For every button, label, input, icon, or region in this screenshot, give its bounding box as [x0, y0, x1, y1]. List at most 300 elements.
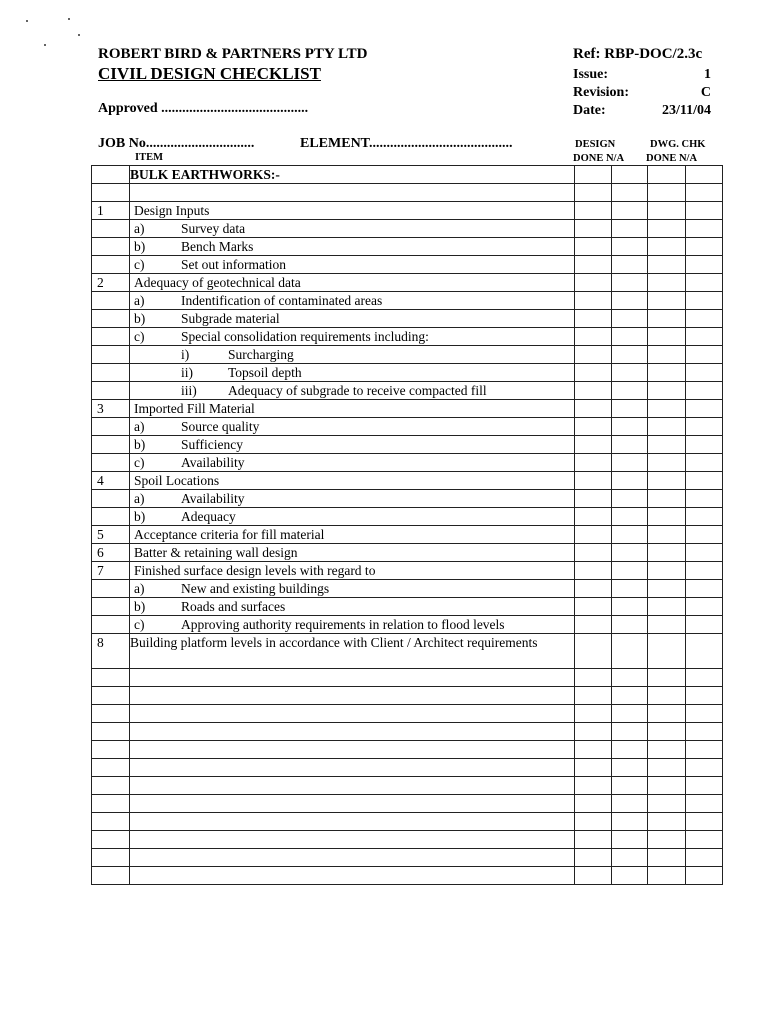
dwg-na-cell[interactable]	[686, 436, 723, 454]
item-description	[130, 598, 575, 616]
checklist-table	[91, 165, 723, 885]
design-na-cell[interactable]	[612, 669, 648, 687]
table-row	[92, 202, 723, 220]
item-description	[130, 759, 575, 777]
dwg-done-cell[interactable]	[648, 741, 686, 759]
table-row	[92, 310, 723, 328]
table-row	[92, 382, 723, 400]
item-description	[130, 508, 575, 526]
design-done-cell[interactable]	[575, 166, 612, 184]
item-description	[130, 274, 575, 292]
dwg-na-cell[interactable]	[686, 705, 723, 723]
dwg-done-cell[interactable]	[648, 723, 686, 741]
dwg-done-cell[interactable]	[648, 346, 686, 364]
design-done-cell[interactable]	[575, 544, 612, 562]
design-na-cell[interactable]	[612, 634, 648, 669]
design-done-cell[interactable]	[575, 741, 612, 759]
design-na-cell[interactable]	[612, 508, 648, 526]
item-description	[130, 382, 575, 400]
dwg-na-cell[interactable]	[686, 382, 723, 400]
item-number	[92, 723, 130, 741]
dwg-done-cell[interactable]	[648, 562, 686, 580]
table-row	[92, 292, 723, 310]
dwg-na-cell[interactable]	[686, 472, 723, 490]
dwg-done-cell[interactable]	[648, 418, 686, 436]
design-done-cell[interactable]	[575, 274, 612, 292]
item-description	[130, 400, 575, 418]
item-description	[130, 490, 575, 508]
table-row	[92, 274, 723, 292]
table-row	[92, 526, 723, 544]
design-na-cell[interactable]	[612, 616, 648, 634]
design-na-cell[interactable]	[612, 562, 648, 580]
design-done-cell[interactable]	[575, 849, 612, 867]
design-done-cell[interactable]	[575, 813, 612, 831]
dwg-na-cell[interactable]	[686, 202, 723, 220]
design-done-cell[interactable]	[575, 184, 612, 202]
item-number	[92, 346, 130, 364]
table-row	[92, 849, 723, 867]
dwg-na-cell[interactable]	[686, 274, 723, 292]
design-na-cell[interactable]	[612, 238, 648, 256]
design-na-cell[interactable]	[612, 274, 648, 292]
item-description	[130, 723, 575, 741]
design-na-cell[interactable]	[612, 598, 648, 616]
table-row	[92, 580, 723, 598]
item-text: Adequacy of geotechnical data	[134, 275, 301, 290]
dwg-na-cell[interactable]	[686, 831, 723, 849]
item-number	[92, 687, 130, 705]
document-ref: Ref: RBP-DOC/2.3c	[573, 46, 703, 62]
item-text: Spoil Locations	[134, 473, 220, 488]
item-number	[92, 813, 130, 831]
design-done-cell[interactable]	[575, 364, 612, 382]
design-done-cell[interactable]	[575, 526, 612, 544]
item-number	[92, 382, 130, 400]
design-na-cell[interactable]	[612, 184, 648, 202]
item-number: 3	[92, 400, 130, 418]
table-row	[92, 400, 723, 418]
design-done-cell[interactable]	[575, 634, 612, 669]
design-na-cell[interactable]	[612, 256, 648, 274]
item-number: 5	[92, 526, 130, 544]
design-done-cell[interactable]	[575, 777, 612, 795]
dwg-done-cell[interactable]	[648, 795, 686, 813]
design-done-cell[interactable]	[575, 202, 612, 220]
table-row	[92, 238, 723, 256]
table-row	[92, 490, 723, 508]
dwg-na-cell[interactable]	[686, 490, 723, 508]
dwg-done-cell[interactable]	[648, 202, 686, 220]
design-done-cell[interactable]	[575, 310, 612, 328]
item-text: Source quality	[181, 419, 260, 434]
dwg-na-cell[interactable]	[686, 634, 723, 669]
design-done-cell[interactable]	[575, 238, 612, 256]
job-number-field: JOB No...............................	[98, 136, 255, 151]
design-na-cell[interactable]	[612, 849, 648, 867]
item-text: Indentification of contaminated areas	[181, 293, 383, 308]
dwg-na-cell[interactable]	[686, 669, 723, 687]
item-sub-label: b)	[134, 599, 146, 614]
design-na-cell[interactable]	[612, 220, 648, 238]
dwg-done-cell[interactable]	[648, 849, 686, 867]
design-na-cell[interactable]	[612, 436, 648, 454]
dwg-na-cell[interactable]	[686, 741, 723, 759]
item-number	[92, 849, 130, 867]
dwg-na-cell[interactable]	[686, 526, 723, 544]
dwg-na-cell[interactable]	[686, 220, 723, 238]
design-na-cell[interactable]	[612, 813, 648, 831]
document-title: CIVIL DESIGN CHECKLIST	[98, 64, 321, 83]
scan-speck	[26, 20, 28, 22]
item-description	[130, 472, 575, 490]
item-number	[92, 436, 130, 454]
item-text: Acceptance criteria for fill material	[134, 527, 325, 542]
section-title: BULK EARTHWORKS:-	[130, 166, 575, 184]
design-done-cell[interactable]	[575, 616, 612, 634]
item-number	[92, 759, 130, 777]
dwg-na-cell[interactable]	[686, 256, 723, 274]
item-sub-label: b)	[134, 509, 146, 524]
item-number: 6	[92, 544, 130, 562]
item-description	[130, 831, 575, 849]
dwg-done-cell[interactable]	[648, 328, 686, 346]
design-na-cell[interactable]	[612, 831, 648, 849]
design-done-cell[interactable]	[575, 346, 612, 364]
table-row	[92, 634, 723, 669]
item-number	[92, 364, 130, 382]
design-column-header: DESIGN	[575, 139, 616, 150]
design-na-cell[interactable]	[612, 777, 648, 795]
design-na-cell[interactable]	[612, 454, 648, 472]
dwg-na-cell[interactable]	[686, 867, 723, 885]
dwg-na-cell[interactable]	[686, 598, 723, 616]
item-description	[130, 705, 575, 723]
table-row	[92, 220, 723, 238]
item-text: Imported Fill Material	[134, 401, 255, 416]
design-na-cell[interactable]	[612, 166, 648, 184]
design-subheader: DONE N/A	[573, 153, 625, 164]
item-description	[130, 580, 575, 598]
item-number	[92, 831, 130, 849]
checklist-body	[92, 166, 723, 885]
dwg-na-cell[interactable]	[686, 184, 723, 202]
dwg-done-cell[interactable]	[648, 598, 686, 616]
approved-field: Approved ..........................................	[98, 101, 309, 116]
table-row	[92, 669, 723, 687]
dwg-na-cell[interactable]	[686, 544, 723, 562]
dwg-done-cell[interactable]	[648, 400, 686, 418]
table-row	[92, 831, 723, 849]
table-row	[92, 184, 723, 202]
item-text: Survey data	[181, 221, 246, 236]
item-description	[130, 220, 575, 238]
item-number: 8	[92, 634, 130, 669]
item-number	[92, 598, 130, 616]
design-done-cell[interactable]	[575, 831, 612, 849]
dwg-done-cell[interactable]	[648, 526, 686, 544]
item-text: New and existing buildings	[181, 581, 330, 596]
item-number	[92, 669, 130, 687]
item-number	[92, 418, 130, 436]
item-sub-label: i)	[181, 347, 190, 362]
dwg-done-cell[interactable]	[648, 544, 686, 562]
dwg-done-cell[interactable]	[648, 364, 686, 382]
dwg-done-cell[interactable]	[648, 687, 686, 705]
dwg-done-cell[interactable]	[648, 777, 686, 795]
item-sub-label: a)	[134, 221, 145, 236]
element-field: ELEMENT.........................................	[300, 136, 513, 151]
dwg-done-cell[interactable]	[648, 634, 686, 669]
company-name: ROBERT BIRD & PARTNERS PTY LTD	[98, 46, 368, 62]
dwg-na-cell[interactable]	[686, 166, 723, 184]
item-sub-label: b)	[134, 239, 146, 254]
design-na-cell[interactable]	[612, 490, 648, 508]
table-row	[92, 777, 723, 795]
dwg-na-cell[interactable]	[686, 328, 723, 346]
table-row	[92, 759, 723, 777]
design-done-cell[interactable]	[575, 580, 612, 598]
table-row	[92, 256, 723, 274]
dwg-na-cell[interactable]	[686, 508, 723, 526]
dwg-done-cell[interactable]	[648, 580, 686, 598]
design-na-cell[interactable]	[612, 741, 648, 759]
item-text: Availability	[181, 455, 245, 470]
design-done-cell[interactable]	[575, 328, 612, 346]
dwg-done-cell[interactable]	[648, 705, 686, 723]
table-row	[92, 723, 723, 741]
design-na-cell[interactable]	[612, 310, 648, 328]
item-number	[92, 580, 130, 598]
item-text: Adequacy	[181, 509, 236, 524]
item-description: Building platform levels in accordance with Client / Architect requirements	[130, 634, 575, 669]
design-done-cell[interactable]	[575, 508, 612, 526]
item-text: Design Inputs	[134, 203, 210, 218]
dwg-na-cell[interactable]	[686, 346, 723, 364]
item-text: Bench Marks	[181, 239, 254, 254]
dwg-done-cell[interactable]	[648, 490, 686, 508]
item-text: Set out information	[181, 257, 286, 272]
item-sub-label: c)	[134, 455, 145, 470]
dwg-na-cell[interactable]	[686, 616, 723, 634]
design-na-cell[interactable]	[612, 292, 648, 310]
dwg-na-cell[interactable]	[686, 364, 723, 382]
design-na-cell[interactable]	[612, 364, 648, 382]
design-done-cell[interactable]	[575, 418, 612, 436]
dwg-na-cell[interactable]	[686, 562, 723, 580]
table-row	[92, 867, 723, 885]
design-na-cell[interactable]	[612, 400, 648, 418]
item-text: Surcharging	[228, 347, 294, 362]
dwg-na-cell[interactable]	[686, 418, 723, 436]
item-description	[130, 777, 575, 795]
item-sub-label: iii)	[181, 383, 197, 398]
item-number: 1	[92, 202, 130, 220]
design-na-cell[interactable]	[612, 346, 648, 364]
dwg-done-cell[interactable]	[648, 238, 686, 256]
dwg-na-cell[interactable]	[686, 759, 723, 777]
dwg-na-cell[interactable]	[686, 292, 723, 310]
table-row	[92, 741, 723, 759]
revision-label: Revision:	[573, 85, 629, 100]
dwg-na-cell[interactable]	[686, 454, 723, 472]
dwg-done-cell[interactable]	[648, 274, 686, 292]
design-na-cell[interactable]	[612, 580, 648, 598]
item-description	[130, 256, 575, 274]
item-text: Roads and surfaces	[181, 599, 286, 614]
design-na-cell[interactable]	[612, 759, 648, 777]
design-na-cell[interactable]	[612, 544, 648, 562]
table-row	[92, 562, 723, 580]
design-na-cell[interactable]	[612, 418, 648, 436]
design-done-cell[interactable]	[575, 759, 612, 777]
dwg-na-cell[interactable]	[686, 687, 723, 705]
item-sub-label: c)	[134, 257, 145, 272]
item-description	[130, 364, 575, 382]
table-row	[92, 472, 723, 490]
dwg-done-cell[interactable]	[648, 813, 686, 831]
item-column-header: ITEM	[135, 152, 164, 163]
item-description	[130, 813, 575, 831]
dwg-done-cell[interactable]	[648, 256, 686, 274]
item-description	[130, 849, 575, 867]
design-done-cell[interactable]	[575, 795, 612, 813]
item-description	[130, 202, 575, 220]
dwg-done-cell[interactable]	[648, 382, 686, 400]
item-sub-label: a)	[134, 491, 145, 506]
item-description	[130, 669, 575, 687]
item-description	[130, 526, 575, 544]
dwg-na-cell[interactable]	[686, 777, 723, 795]
table-row	[92, 364, 723, 382]
design-na-cell[interactable]	[612, 382, 648, 400]
dwg-na-cell[interactable]	[686, 795, 723, 813]
design-na-cell[interactable]	[612, 202, 648, 220]
table-row	[92, 418, 723, 436]
design-done-cell[interactable]	[575, 454, 612, 472]
item-number	[92, 256, 130, 274]
design-done-cell[interactable]	[575, 382, 612, 400]
dwg-na-cell[interactable]	[686, 723, 723, 741]
design-done-cell[interactable]	[575, 490, 612, 508]
item-description	[130, 687, 575, 705]
scan-speck	[78, 34, 80, 36]
design-na-cell[interactable]	[612, 705, 648, 723]
design-done-cell[interactable]	[575, 562, 612, 580]
item-number	[92, 741, 130, 759]
design-done-cell[interactable]	[575, 705, 612, 723]
item-sub-label: ii)	[181, 365, 193, 380]
item-number	[92, 705, 130, 723]
design-done-cell[interactable]	[575, 256, 612, 274]
item-number	[92, 292, 130, 310]
item-sub-label: c)	[134, 617, 145, 632]
item-number	[92, 328, 130, 346]
item-description	[130, 544, 575, 562]
dwg-done-cell[interactable]	[648, 616, 686, 634]
dwg-done-cell[interactable]	[648, 220, 686, 238]
scan-speck	[68, 18, 70, 20]
design-na-cell[interactable]	[612, 867, 648, 885]
dwg-done-cell[interactable]	[648, 292, 686, 310]
dwg-done-cell[interactable]	[648, 669, 686, 687]
table-row	[92, 454, 723, 472]
design-done-cell[interactable]	[575, 723, 612, 741]
dwg-done-cell[interactable]	[648, 436, 686, 454]
design-done-cell[interactable]	[575, 436, 612, 454]
item-description	[130, 418, 575, 436]
dwg-done-cell[interactable]	[648, 310, 686, 328]
dwg-done-cell[interactable]	[648, 184, 686, 202]
design-done-cell[interactable]	[575, 292, 612, 310]
design-na-cell[interactable]	[612, 472, 648, 490]
dwg-done-cell[interactable]	[648, 472, 686, 490]
dwg-done-cell[interactable]	[648, 867, 686, 885]
dwg-na-cell[interactable]	[686, 400, 723, 418]
item-number	[92, 508, 130, 526]
item-text: Special consolidation requirements including:	[181, 329, 429, 344]
design-done-cell[interactable]	[575, 220, 612, 238]
item-description	[130, 184, 575, 202]
item-description	[130, 562, 575, 580]
item-number	[92, 795, 130, 813]
item-description	[130, 292, 575, 310]
item-description	[130, 346, 575, 364]
design-na-cell[interactable]	[612, 526, 648, 544]
dwg-done-cell[interactable]	[648, 166, 686, 184]
design-done-cell[interactable]	[575, 669, 612, 687]
design-done-cell[interactable]	[575, 472, 612, 490]
design-na-cell[interactable]	[612, 795, 648, 813]
table-row	[92, 436, 723, 454]
scan-speck	[44, 44, 46, 46]
design-done-cell[interactable]	[575, 400, 612, 418]
item-sub-label: b)	[134, 437, 146, 452]
date-value: 23/11/04	[661, 103, 711, 118]
dwg-done-cell[interactable]	[648, 508, 686, 526]
dwg-check-column-header: DWG. CHK	[650, 139, 706, 150]
dwg-na-cell[interactable]	[686, 580, 723, 598]
design-done-cell[interactable]	[575, 867, 612, 885]
dwg-na-cell[interactable]	[686, 310, 723, 328]
dwg-done-cell[interactable]	[648, 454, 686, 472]
item-number	[92, 490, 130, 508]
item-description	[130, 867, 575, 885]
item-text: Sufficiency	[181, 437, 243, 452]
table-row	[92, 616, 723, 634]
item-description	[130, 238, 575, 256]
design-na-cell[interactable]	[612, 687, 648, 705]
issue-label: Issue:	[573, 67, 609, 82]
dwg-na-cell[interactable]	[686, 813, 723, 831]
item-description	[130, 454, 575, 472]
design-done-cell[interactable]	[575, 598, 612, 616]
design-na-cell[interactable]	[612, 328, 648, 346]
design-na-cell[interactable]	[612, 723, 648, 741]
item-text: Batter & retaining wall design	[134, 545, 298, 560]
item-number	[92, 616, 130, 634]
dwg-na-cell[interactable]	[686, 849, 723, 867]
table-row	[92, 544, 723, 562]
dwg-done-cell[interactable]	[648, 759, 686, 777]
dwg-done-cell[interactable]	[648, 831, 686, 849]
table-row	[92, 687, 723, 705]
item-description	[130, 310, 575, 328]
table-row	[92, 328, 723, 346]
item-number: 7	[92, 562, 130, 580]
dwg-na-cell[interactable]	[686, 238, 723, 256]
design-done-cell[interactable]	[575, 687, 612, 705]
